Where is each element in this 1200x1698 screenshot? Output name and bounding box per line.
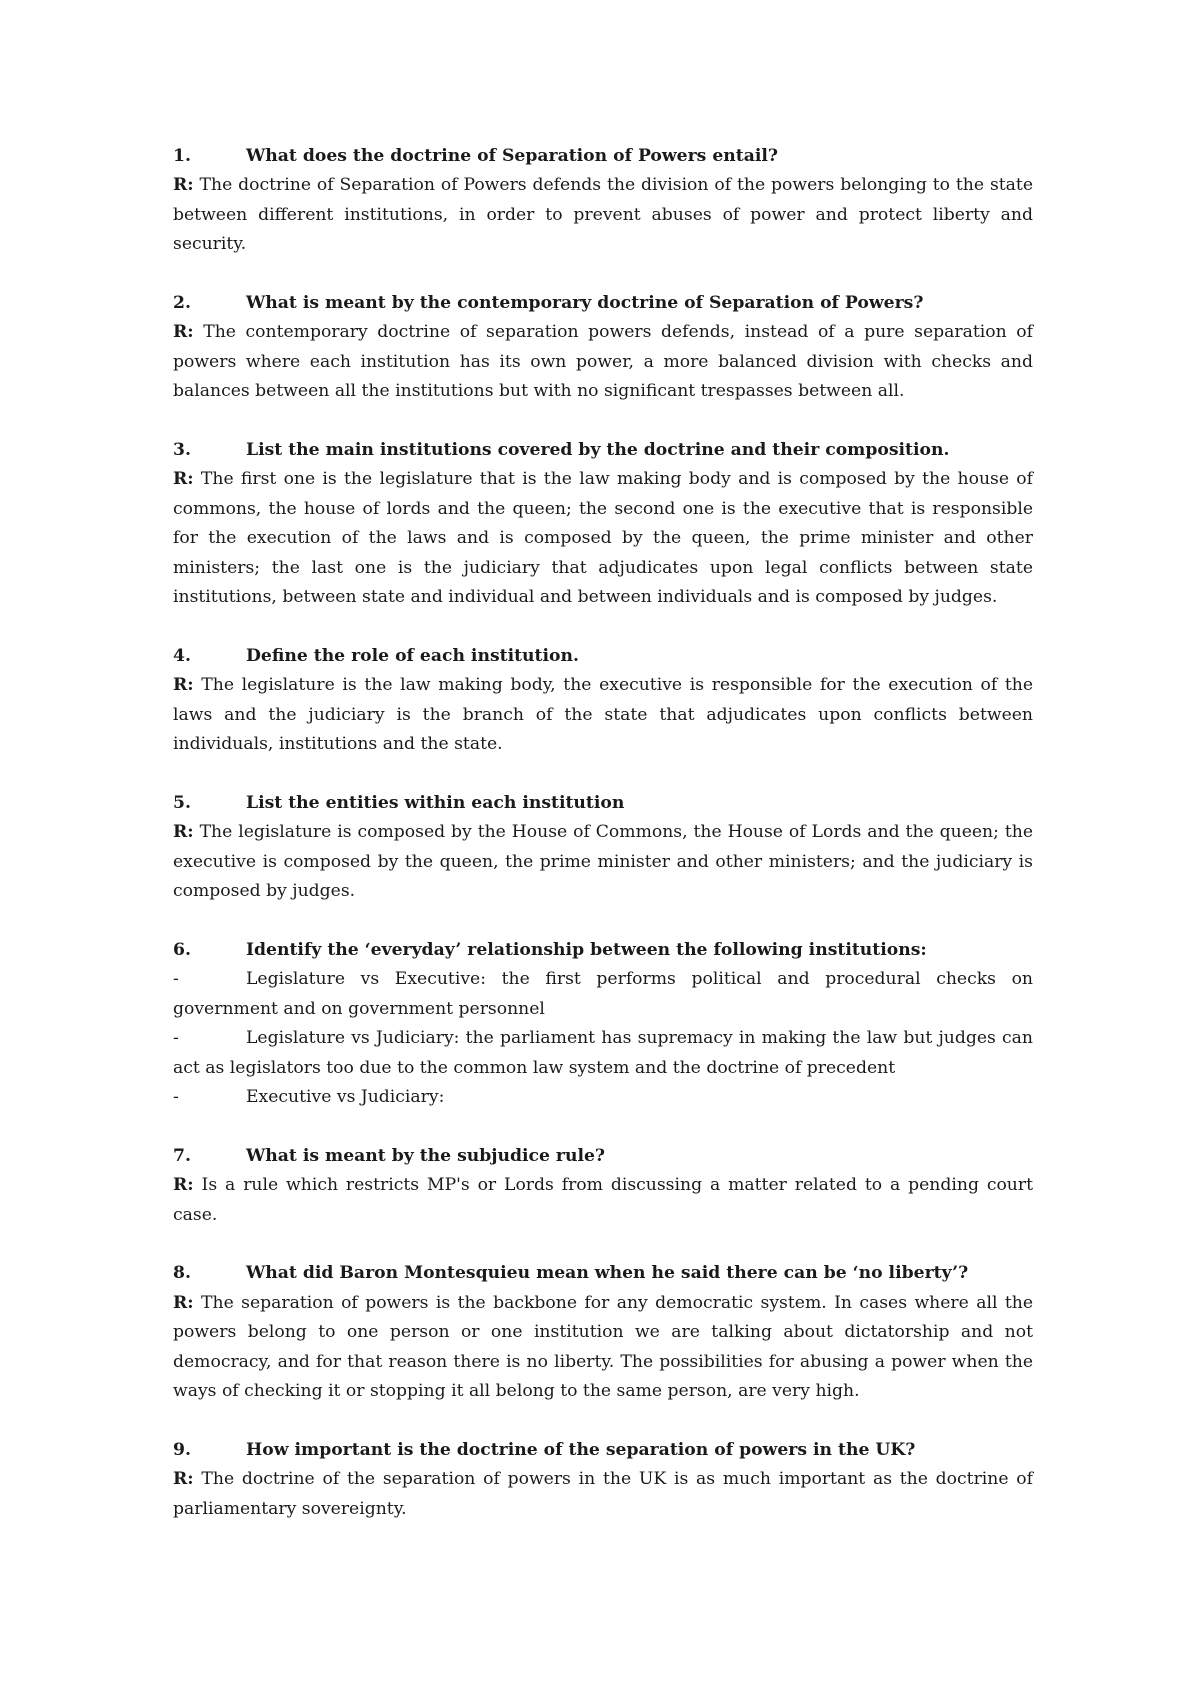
answer-paragraph bbox=[173, 671, 1033, 759]
question-number: 8. bbox=[173, 1263, 191, 1284]
answer-label: R: bbox=[173, 175, 194, 196]
answer-paragraph bbox=[173, 318, 1033, 406]
question-text: What did Baron Montesquieu mean when he said there can be ‘no liberty’? bbox=[246, 1263, 969, 1284]
question-heading bbox=[173, 436, 1033, 465]
answer-paragraph bbox=[173, 1465, 1033, 1524]
answer-label: R: bbox=[173, 822, 194, 843]
question-text: What is meant by the contemporary doctrine of Separation of Powers? bbox=[246, 293, 924, 314]
answer-text: The first one is the legislature that is the law making body and is composed by the house of commons, the house of lords and the queen; the second one is the executive that is responsible for the execution of the laws and is composed by the queen, the prime minister and other ministers; the last one is the judiciary that adjudicates upon legal conflicts between state institutions, between state and individual and between individuals and is composed by judges. bbox=[173, 469, 1034, 608]
question-text: Identify the ‘everyday’ relationship between the following institutions: bbox=[246, 939, 927, 960]
question-number: 6. bbox=[173, 939, 191, 960]
question-heading bbox=[173, 642, 1033, 671]
question-number: 7. bbox=[173, 1145, 191, 1166]
question-heading bbox=[173, 1259, 1033, 1288]
bullet-item bbox=[173, 1024, 1033, 1083]
answer-label: R: bbox=[173, 469, 194, 490]
question-number: 2. bbox=[173, 293, 191, 314]
bullet-item bbox=[173, 1083, 1033, 1112]
question-number: 4. bbox=[173, 645, 191, 666]
qa-item bbox=[173, 436, 1033, 612]
answer-paragraph bbox=[173, 171, 1033, 259]
answer-label: R: bbox=[173, 675, 194, 696]
question-text: How important is the doctrine of the separation of powers in the UK? bbox=[246, 1439, 916, 1460]
question-heading bbox=[173, 1142, 1033, 1171]
bullet-marker: - bbox=[173, 969, 179, 990]
answer-text: The doctrine of the separation of powers in the UK is as much important as the doctrine of parliamentary sovereignty. bbox=[173, 1469, 1033, 1519]
question-number: 3. bbox=[173, 440, 191, 461]
answer-text: Is a rule which restricts MP's or Lords from discussing a matter related to a pending court case. bbox=[173, 1175, 1034, 1225]
qa-item bbox=[173, 1259, 1033, 1406]
qa-item bbox=[173, 1142, 1033, 1230]
answer-text: The legislature is the law making body, the executive is responsible for the execution of the laws and the judiciary is the branch of the state that adjudicates upon conflicts between individuals, institutions and the state. bbox=[173, 675, 1034, 755]
qa-item bbox=[173, 1436, 1033, 1524]
answer-text: The separation of powers is the backbone for any democratic system. In cases where all the powers belong to one person or one institution we are talking about dictatorship and not democracy, and for that reason there is no liberty. The possibilities for abusing a power when the ways of checking it or stopping it all belong to the same person, are very high. bbox=[173, 1292, 1033, 1401]
qa-item bbox=[173, 142, 1033, 260]
question-text: What does the doctrine of Separation of Powers entail? bbox=[246, 146, 778, 166]
question-heading bbox=[173, 1436, 1033, 1465]
bullet-item bbox=[173, 965, 1033, 1024]
question-heading bbox=[173, 142, 1033, 171]
bullet-text: Executive vs Judiciary: bbox=[246, 1086, 445, 1107]
question-text: List the main institutions covered by the doctrine and their composition. bbox=[246, 440, 950, 461]
answer-text: The legislature is composed by the House of Commons, the House of Lords and the queen; the executive is composed by the queen, the prime minister and other ministers; and the judiciary is composed by judges. bbox=[173, 822, 1033, 902]
question-number: 5. bbox=[173, 792, 191, 813]
answer-paragraph bbox=[173, 1171, 1033, 1230]
question-text: Define the role of each institution. bbox=[246, 645, 579, 666]
question-heading bbox=[173, 289, 1033, 318]
answer-label: R: bbox=[173, 1292, 194, 1313]
question-text: What is meant by the subjudice rule? bbox=[246, 1145, 605, 1166]
bullet-marker: - bbox=[173, 1086, 179, 1107]
answer-label: R: bbox=[173, 322, 194, 343]
answer-paragraph bbox=[173, 818, 1033, 906]
qa-item bbox=[173, 789, 1033, 907]
answer-text: The contemporary doctrine of separation powers defends, instead of a pure separation of powers where each institution has its own power, a more balanced division with checks and balances between all the institutions but with no significant trespasses between all. bbox=[173, 322, 1033, 402]
answer-label: R: bbox=[173, 1469, 194, 1490]
qa-item bbox=[173, 289, 1033, 407]
qa-item bbox=[173, 642, 1033, 760]
question-heading bbox=[173, 936, 1033, 965]
qa-item bbox=[173, 936, 1033, 1112]
question-heading bbox=[173, 789, 1033, 818]
bullet-text: Legislature vs Judiciary: the parliament has supremacy in making the law but judges can act as legislators too due to the common law system and the doctrine of precedent bbox=[173, 1028, 1033, 1078]
question-number: 9. bbox=[173, 1439, 191, 1460]
answer-text: The doctrine of Separation of Powers defends the division of the powers belonging to the state between different institutions, in order to prevent abuses of power and protect liberty and security. bbox=[173, 175, 1033, 255]
bullet-marker: - bbox=[173, 1028, 179, 1049]
document-page bbox=[173, 142, 1033, 1553]
answer-paragraph bbox=[173, 465, 1033, 612]
bullet-text: Legislature vs Executive: the first performs political and procedural checks on government and on government personnel bbox=[173, 969, 1033, 1019]
question-text: List the entities within each institution bbox=[246, 792, 625, 813]
answer-label: R: bbox=[173, 1175, 194, 1196]
answer-paragraph bbox=[173, 1289, 1033, 1407]
question-number: 1. bbox=[173, 146, 191, 166]
